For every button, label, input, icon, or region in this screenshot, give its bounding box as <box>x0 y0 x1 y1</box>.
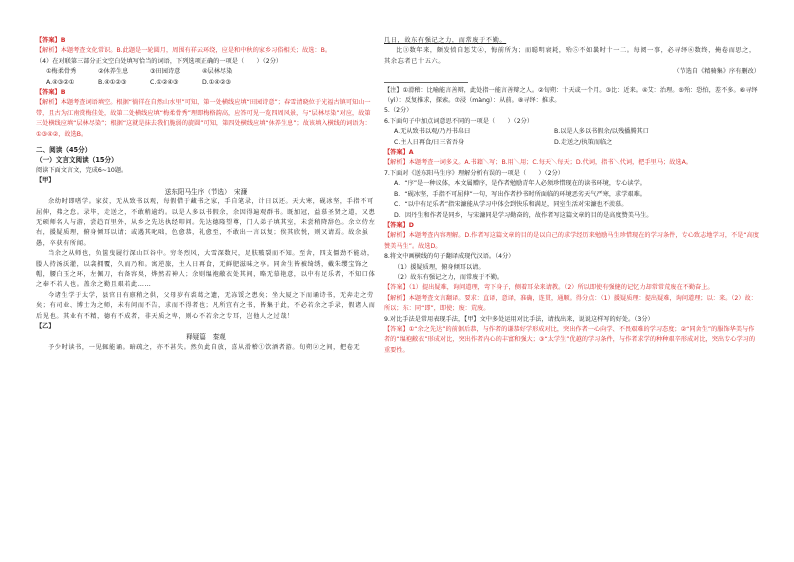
passage-jia-mark: 【甲】 <box>36 177 55 185</box>
passage-yi-title: 释疑篇 秦观 <box>186 333 226 342</box>
q7-explanation: 【解析】本题考查内容理解。D.作者写这篇文章的目的是以自己的求学经历来勉励马生珍惜现在的学习条件，专心致志地学习，不是“高度赞美马生”。故选D。 <box>384 232 759 250</box>
q9-answer: 【答案】①“余之先达”的前倨后恭，与作者的谦恭好学形成对比，突出作者一心向学、不畏艰难的学习态度；②“同舍生”的服饰华美与作者的“缊袍敝衣”形成对比，突出作者内心的丰富和强大；③“太学生”优越的学习条件，与作者求学的种种艰辛形成对比，突出专心学习的重要性。 <box>384 325 756 354</box>
q4-option: A.④③②① <box>46 78 75 86</box>
subsection-heading: （一）文言文阅读（15分） <box>36 156 118 165</box>
passage-yi-mark: 【乙】 <box>36 322 55 330</box>
q7-option-c: C．“以中有足乐者”指宋濂能从学习中体会到快乐和满足，同室生活对宋濂也不羡慕。 <box>394 201 628 209</box>
section-heading: 二、阅读（45分） <box>36 146 92 155</box>
q6-option: D.走送之/执策而临之 <box>554 138 613 146</box>
q9-question: 9.对比手法是常用表现手法，【甲】文中多处运用对比手法，请找出来，说说这样写的好处。（3分） <box>384 315 654 323</box>
passage-paragraph: 当余之从师也，负箧曳屣行深山巨谷中。穷冬烈风，大雪深数尺，足肤皲裂而不知。至舍，四支僵劲不能动，媵人持汤沃灌，以衾拥覆，久而乃和。寓逆旅，主人日再食，无鲜肥滋味之享。同舍生皆被绮绣，戴朱缨宝饰之帽，腰白玉之环，左佩刀，右备容臭，烨然若神人；余则缊袍敝衣处其间，略无慕艳意，以中有足乐者，不知口体之奉不若人也。盖余之勤且艰若此…… <box>36 250 376 289</box>
q3-explanation: 【解析】本题考查文化常识。B.此题是一轮圆月，周围有祥云环绕，应是和中秋的家乡习俗相关；故选：B。 <box>36 47 332 55</box>
left-column <box>36 36 376 353</box>
q6-option: C.主人日再食/日三省吾身 <box>394 138 465 146</box>
q8-question: 8.将文中画横线的句子翻译成现代汉语。（4分） <box>384 253 515 261</box>
q4-options <box>36 78 376 88</box>
passage-paragraph: 几日，故东有强记之力，而常废于不勤。 <box>384 37 507 44</box>
reading-intro: 阅读下面文言文，完成6~10题。 <box>36 166 128 174</box>
q4-answer: 【答案】B <box>36 89 66 97</box>
passage-paragraph: 予少时读书，一见辄能诵。暗疏之，亦不甚失。然负此自放，喜从滑稽①饮酒者游。旬朔②之间，把卷无 <box>48 343 361 351</box>
q6-options-row2 <box>384 138 760 148</box>
passage-source: （节选自《精骑集》序有删改） <box>673 68 760 76</box>
q4-option: B.④①②③ <box>98 78 127 86</box>
q4-option: C.①②④③ <box>150 78 179 86</box>
passage-paragraph: 余幼时即嗜学。家贫，无从致书以观，每假借于藏书之家，手自笔录，计日以还。天大寒，砚冰坚，手指不可屈伸，弗之怠。录毕，走送之，不敢稍逾约。以是人多以书假余，余因得遍观群书。既加冠，益慕圣贤之道，又患无硕师名人与游，尝趋百里外，从乡之先达执经叩问。先达德隆望尊，门人弟子填其室，未尝稍降辞色。余立侍左右，援疑质理，俯身倾耳以请；或遇其叱咄，色愈恭，礼愈至，不敢出一言以复；俟其欣悦，则又请焉。故余虽愚，卒获有所闻。 <box>36 198 376 247</box>
q7-option-d: D．因丹生和作者是同乡，与宋濂同是学习勤奋的，故作者写这篇文章的目的是高度赞美马生。 <box>394 211 653 219</box>
q6-answer: 【答案】A <box>384 149 414 157</box>
q4-question: （4）在对联第三部分正文空白处填写恰当的词语，下列选项正确的一项是（ ）（2分） <box>36 57 283 65</box>
footnotes: 【注】①滑稽：比喻能言善辩，此处指一能言善辩之人。②旬朔：十天或一个月。③比：近来。④艾：治理。⑤殆：恐怕，差不多。⑥寻绎（yì）：反复推求，探索。⑦浸（màng）：从前。⑧寻绎：推求。 <box>384 86 758 105</box>
q8-sentence-2: （2）故东有强记之力，而常废于不勤。 <box>394 273 504 281</box>
q5-stub: 5.（2分） <box>384 107 413 115</box>
q7-question: 7.下面对《送东阳马生序》理解分析有误的一项是（ ）（2分） <box>384 169 564 177</box>
q6-option: A.无从致书以观/乃丹书帛曰 <box>394 128 471 136</box>
q4-term: ①梅柔骨秀 <box>46 68 77 76</box>
q4-term: ②休养生息 <box>98 68 129 76</box>
q7-option-a: A．“序”是一种议体，本文属赠序，是作者勉励青年人必须珍惜现在的读书环境，专心读学。 <box>394 180 646 188</box>
q6-explanation: 【解析】本题考查一词多义。A.书籍＼写；B.用＼用；C.每天＼每天；D.代词，指书＼代词，把手里马；故选A。 <box>384 159 692 167</box>
passage-jia-title: 送东阳马生序（节选） 宋濂 <box>164 187 248 196</box>
q6-options-row1 <box>384 127 760 137</box>
q3-answer: 【答案】B <box>36 37 66 44</box>
q8-answer: 【答案】（1）提出疑难，询问道理，弯下身子，侧着耳朵来请教。（2）所以即使有强健的记忆力却常常荒废在不勤奋上。 <box>384 284 714 292</box>
passage-jia <box>36 197 376 322</box>
q8-explanation: 【解析】本题考查文言翻译。要求：直译，意译，准确，连贯，通顺。得分点：（1）援疑质理：提出疑难，询问道理；以：来。（2）故：所以；东：同“即”，即使；废：荒废。 <box>384 294 757 313</box>
q6-question: 6.下面句子中加点词意思不同的一项是（ ）（2分） <box>384 117 534 125</box>
passage-paragraph: 今诸生学于太学，县官日有廪稍之供，父母岁有裘葛之遗，无冻馁之患矣；坐大厦之下而诵诗书，无奔走之劳矣；有司业、博士为之师，未有问而不告，求而不得者也；凡所宜有之书，皆集于此，不必若余之手录，假诸人而后见也。其业有不精，德有不成者，非天质之卑，则心不若余之专耳，岂他人之过哉！ <box>36 291 376 320</box>
q4-option: D.①④②③ <box>202 78 231 86</box>
q4-explanation: 【解析】本题考查词语填空。根据“徜徉在自然山水里”可知，第一处横线应填“田园诗意”；春雪清晓位于光福古镇可知山一带，且古为江南赏梅佳处，故第二处横线应填“梅柔骨秀”理即梅格韵高，应答可见一览四周风景，与“层林尽染”对应，故第三处横线应填“层林尽染”；根据“这就是抹去我们脆弱的旋圆”可知，第四处横线应填“休养生息”；故该填入横线的词语为：①③④②，故选B。 <box>36 99 371 138</box>
passage-paragraph: 比③数年来，颇发愤自惩艾④，悔前所为；而聪明衰耗，殆⑤不如曩时十一二。每阅一事，必寻绎⑥数终，掩卷而思之，其余忘者已十五六。 <box>384 47 756 65</box>
q6-option: B.以是人多以书假余/以残播腾其口 <box>554 128 649 136</box>
q7-answer: 【答案】D <box>384 221 414 229</box>
q4-term: ③田园诗意 <box>150 68 181 76</box>
right-column <box>384 36 760 356</box>
passage-yi-continued <box>384 36 760 67</box>
q7-option-b: B．“砚冰坚，手指不可屈伸”一句，写出作者抄书时所面临的环境恶劣天气严寒，求学艰难。 <box>394 190 646 198</box>
divider <box>384 82 468 83</box>
q4-terms <box>36 67 376 77</box>
q8-sentence-1: （1）援疑质理，俯身倾耳以请。 <box>394 263 485 271</box>
q4-term: ④层林尽染 <box>202 68 233 76</box>
passage-yi <box>36 343 376 353</box>
